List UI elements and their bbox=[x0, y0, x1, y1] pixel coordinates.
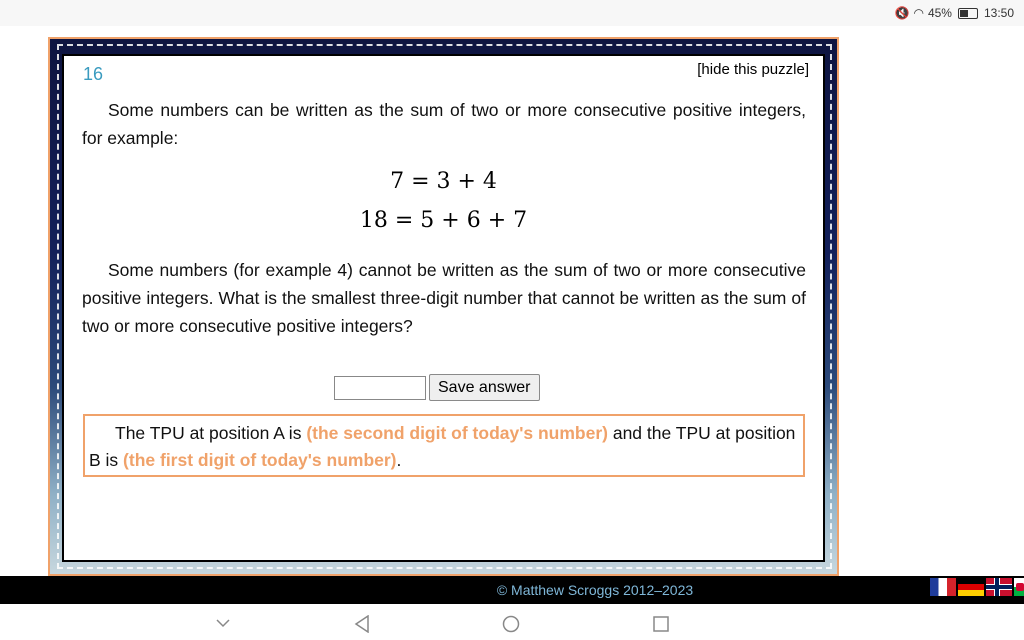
copyright-text: © Matthew Scroggs 2012–2023 bbox=[496, 582, 694, 598]
tpu-highlight-1: (the second digit of today's number) bbox=[306, 423, 608, 443]
equation-1: 7 = 3 + 4 bbox=[390, 169, 497, 194]
mute-icon: 🔇 bbox=[894, 6, 910, 20]
save-answer-button[interactable]: Save answer bbox=[429, 374, 540, 401]
flag-french-icon[interactable] bbox=[930, 578, 956, 596]
android-nav-bar bbox=[0, 604, 1024, 640]
puzzle-number: 16 bbox=[83, 64, 104, 84]
puzzle-paragraph-1: Some numbers can be written as the sum of two or more consecutive positive integers, for example: bbox=[82, 100, 806, 148]
chevron-down-icon[interactable] bbox=[216, 618, 230, 628]
answer-row bbox=[334, 374, 540, 401]
tpu-text-3: . bbox=[396, 450, 402, 470]
clock: 13:50 bbox=[983, 6, 1014, 20]
answer-input[interactable] bbox=[334, 376, 426, 400]
wifi-icon: ◠ bbox=[913, 6, 924, 20]
back-icon[interactable] bbox=[354, 615, 370, 633]
battery-icon bbox=[958, 8, 978, 19]
home-icon[interactable] bbox=[502, 615, 520, 633]
status-bar bbox=[0, 0, 1024, 26]
flag-welsh-icon[interactable] bbox=[1014, 578, 1024, 596]
hide-puzzle-link[interactable]: [hide this puzzle] bbox=[697, 61, 809, 78]
tpu-text-1: The TPU at position A is bbox=[115, 423, 307, 443]
tpu-info-box bbox=[83, 414, 805, 477]
recent-apps-icon[interactable] bbox=[653, 616, 669, 632]
puzzle-card bbox=[62, 54, 825, 562]
tpu-text-2: and the TPU at position B is bbox=[89, 423, 796, 470]
tpu-highlight-2: (the first digit of today's number) bbox=[123, 450, 397, 470]
flag-norwegian-icon[interactable] bbox=[986, 578, 1012, 596]
battery-percent: 45% bbox=[927, 6, 952, 20]
footer bbox=[0, 576, 1024, 604]
flag-german-icon[interactable] bbox=[958, 578, 984, 596]
language-flags bbox=[930, 578, 1024, 596]
puzzle-paragraph-2: Some numbers (for example 4) cannot be written as the sum of two or more consecutive positive integers. What is the smallest three-digit number that cannot be written as the sum of two or more consecutive positive integers? bbox=[82, 260, 806, 336]
equation-2: 18 = 5 + 6 + 7 bbox=[359, 208, 528, 233]
